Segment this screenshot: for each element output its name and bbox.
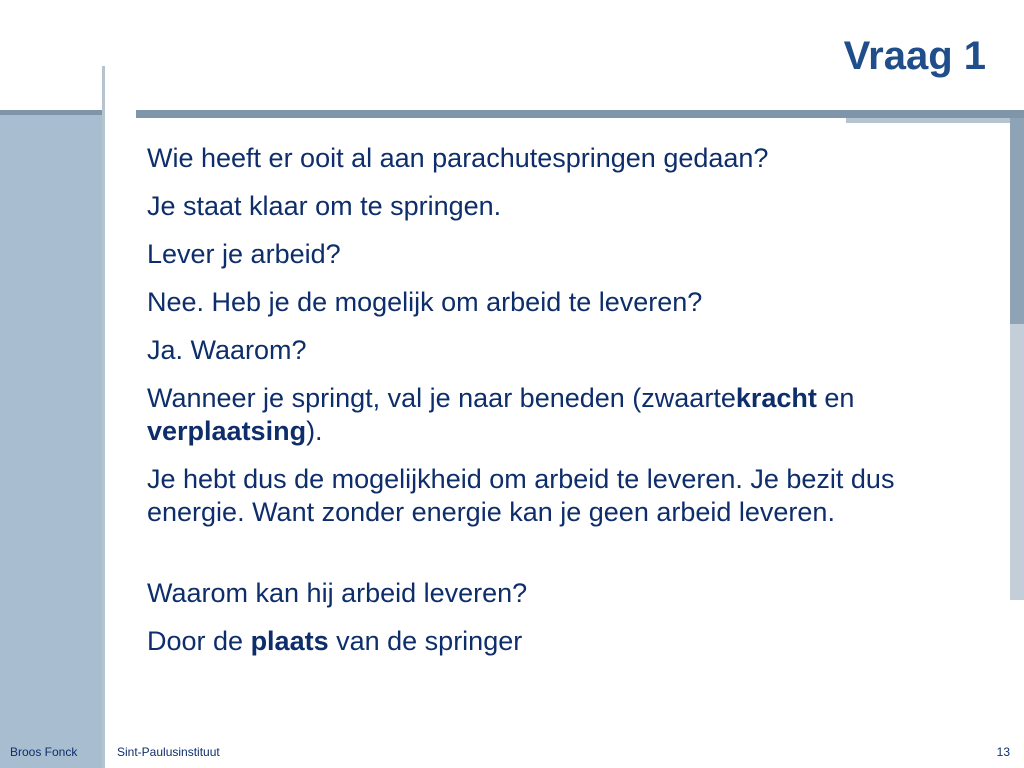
paragraph-7: Je hebt dus de mogelijkheid om arbeid te leveren. Je bezit dus energie. Want zonder energie kan je geen arbeid leveren.: [147, 464, 895, 527]
vertical-divider: [102, 66, 105, 768]
title-underline-accent: [846, 118, 1024, 123]
footer-author: Broos Fonck: [10, 745, 78, 759]
paragraph-6-text-middle: en: [816, 383, 855, 413]
footer-page-number: 13: [996, 745, 1010, 759]
slide-body: [147, 142, 977, 673]
paragraph-8: Waarom kan hij arbeid leveren?: [147, 578, 528, 608]
right-accent-strip-lower: [1010, 324, 1024, 600]
slide-title: Vraag 1: [843, 34, 986, 78]
paragraph-9: [147, 625, 977, 658]
paragraph-5: Ja. Waarom?: [147, 335, 307, 365]
bold-plaats: plaats: [250, 626, 329, 656]
slide-footer: [0, 742, 1024, 762]
footer-school: Sint-Paulusinstituut: [117, 745, 220, 759]
paragraph-4: Nee. Heb je de mogelijk om arbeid te leveren?: [147, 287, 703, 317]
paragraph-6: [147, 382, 977, 448]
paragraph-9-text-end: van de springer: [328, 626, 523, 656]
paragraph-3: Lever je arbeid?: [147, 239, 341, 269]
paragraph-6-text-start: Wanneer je springt, val je naar beneden (zwaarte: [147, 383, 736, 413]
bold-verplaatsing: verplaatsing: [147, 416, 307, 446]
bold-kracht: kracht: [735, 383, 817, 413]
paragraph-6-text-end: ).: [306, 416, 323, 446]
right-accent-strip: [1010, 118, 1024, 324]
left-side-panel: [0, 115, 102, 768]
title-underline-bar: [136, 110, 1024, 118]
paragraph-1: Wie heeft er ooit al aan parachutespringen gedaan?: [147, 143, 769, 173]
paragraph-2: Je staat klaar om te springen.: [147, 191, 502, 221]
paragraph-9-text-start: Door de: [147, 626, 251, 656]
